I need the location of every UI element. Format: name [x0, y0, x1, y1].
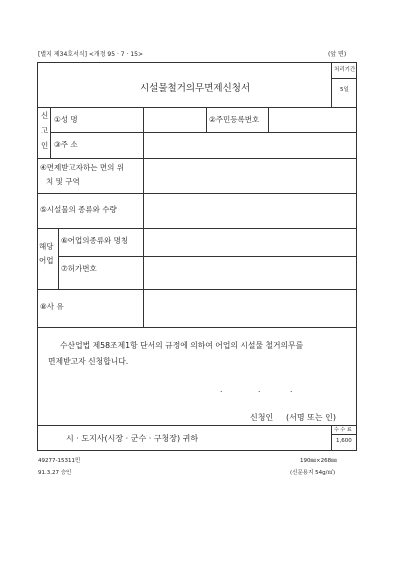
processing-label: 처리기간 — [334, 67, 356, 73]
form-number: [별지 제34호서식] <개정 95 · 7 · 15> — [38, 51, 143, 58]
date-year: . — [220, 385, 223, 394]
side-note: (앞 면) — [328, 51, 347, 58]
processing-value: 5일 — [340, 87, 349, 93]
addressee-text: 시 · 도지사(시장 · 군수 · 구청장) 귀하 — [66, 434, 199, 443]
date-month: . — [258, 385, 261, 394]
address-label: ③주 소 — [54, 140, 78, 149]
footer-approval: 91.3.27 승인 — [38, 470, 72, 476]
applicant-label-1: 신 — [41, 111, 49, 120]
license-label: ⑦허가번호 — [61, 264, 97, 273]
facility-label: ⑤시설물의 종류와 수량 — [40, 205, 117, 214]
form-title: 시설물철거의무면제신청서 — [140, 83, 251, 94]
fishery-type-label: ⑥어업의종류와 명칭 — [61, 236, 129, 245]
reason-label: ⑧사 유 — [40, 302, 64, 311]
fishery-label-1: 해당 — [39, 242, 54, 251]
frame-bottom — [37, 450, 357, 451]
sign-hint: (서명 또는 인) — [286, 413, 336, 422]
footer-code: 49277-15311민 — [38, 458, 81, 464]
location-label-1: ④면제받고자하는 면의 위 — [40, 163, 124, 172]
frame-top — [37, 62, 357, 63]
fishery-label-2: 어업 — [39, 256, 54, 265]
footer-paper: (신문용지 54g/㎡) — [290, 470, 336, 476]
resident-no-label: ②주민등록번호 — [209, 115, 260, 124]
applicant-label-3: 인 — [41, 141, 49, 150]
signer-label: 신청인 — [250, 413, 274, 422]
footer-size: 190㎜×268㎜ — [300, 458, 337, 464]
date-day: . — [290, 385, 293, 394]
frame-left — [37, 62, 38, 451]
statement-line-2: 면제받고자 신청합니다. — [48, 357, 129, 366]
statement-line-1: 수산업법 제58조제1항 단서의 규정에 의하여 어업의 시설물 철거의무를 — [60, 341, 304, 350]
frame-right — [356, 62, 357, 451]
applicant-label-2: 고 — [41, 126, 49, 135]
fee-label: 수 수 료 — [334, 427, 352, 433]
fee-value: 1,600 — [336, 438, 352, 444]
location-label-2: 치 및 구역 — [46, 177, 80, 186]
name-label: ①성 명 — [54, 115, 78, 124]
